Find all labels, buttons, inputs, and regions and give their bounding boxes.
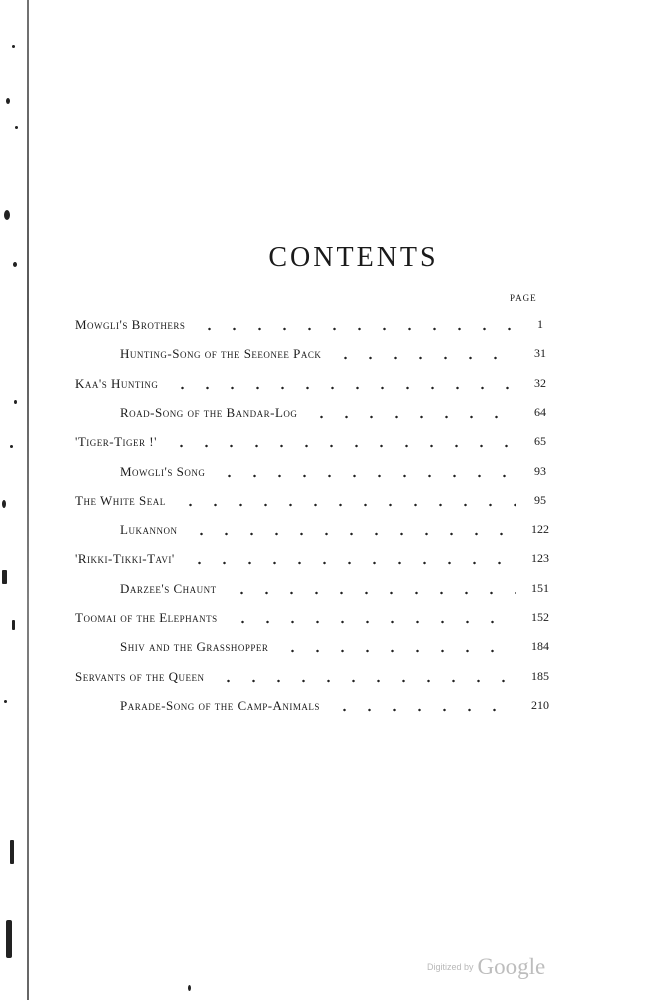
toc-entry-page-number: 95 (534, 492, 546, 507)
scan-speck (12, 45, 15, 48)
scan-speck (188, 985, 191, 991)
scan-speck (15, 126, 18, 129)
dot-leader (169, 444, 516, 448)
dot-leader (170, 386, 516, 390)
toc-entry-page-number: 64 (534, 404, 546, 419)
dot-leader (230, 620, 516, 624)
toc-entry (120, 635, 560, 657)
dot-leader (178, 503, 516, 507)
toc-entry (75, 547, 560, 569)
toc-entry-page-number: 1 (537, 317, 543, 331)
toc-entry-title: The White Seal (75, 492, 166, 508)
toc-entry-page-number: 31 (534, 346, 546, 361)
scan-speck (10, 445, 13, 448)
toc-entry-title: Shiv and the Grasshopper (120, 639, 269, 655)
toc-entry (120, 460, 560, 482)
dot-leader (333, 356, 516, 360)
dot-leader (187, 561, 516, 565)
toc-entry-page-number: 93 (534, 463, 546, 478)
toc-entry-page-number: 210 (531, 697, 549, 712)
toc-entry-page-number: 32 (534, 375, 546, 390)
toc-entry-title: Darzee's Chaunt (120, 580, 217, 596)
google-logo: Google (477, 954, 546, 979)
dot-leader (229, 591, 516, 595)
toc-entry-title: Mowgli's Brothers (75, 317, 186, 332)
toc-entry (75, 606, 560, 628)
toc-entry-page-number: 65 (534, 434, 546, 449)
scan-speck (4, 210, 10, 220)
digitized-by-text: Digitized by (427, 962, 474, 972)
scan-speck (14, 400, 17, 404)
dot-leader (216, 679, 516, 683)
toc-entry (120, 342, 560, 364)
dot-leader (309, 415, 516, 419)
toc-entry-title: Road-Song of the Bandar-Log (120, 404, 298, 420)
page-column-label: PAGE (510, 293, 537, 303)
scan-speck (2, 570, 7, 584)
toc-entry (75, 665, 560, 687)
scan-speck (10, 840, 14, 864)
toc-entry-title: 'Rikki-Tikki-Tavi' (75, 551, 175, 567)
binding-edge (27, 0, 29, 1000)
toc-entry (75, 313, 560, 335)
toc-entry-title: 'Tiger-Tiger !' (75, 434, 157, 450)
toc-entry (120, 694, 560, 716)
toc-entry-page-number: 184 (531, 639, 549, 654)
scan-speck (4, 700, 7, 703)
dot-leader (189, 532, 516, 536)
toc-entry (120, 577, 560, 599)
toc-entry-title: Hunting-Song of the Seeonee Pack (120, 346, 322, 362)
toc-entry-page-number: 152 (531, 610, 549, 624)
dot-leader (217, 474, 516, 478)
dot-leader (332, 708, 516, 712)
toc-entry-title: Kaa's Hunting (75, 375, 159, 391)
scan-speck (12, 620, 15, 630)
toc-entry-title: Mowgli's Song (120, 463, 206, 479)
toc-entry-page-number: 122 (531, 522, 549, 537)
toc-entry-title: Parade-Song of the Camp-Animals (120, 697, 320, 713)
dot-leader (280, 649, 516, 653)
dot-leader (197, 327, 516, 331)
toc-entry (75, 430, 560, 452)
toc-entry-page-number: 123 (531, 551, 549, 566)
toc-entry-page-number: 185 (531, 668, 549, 683)
toc-entry (75, 489, 560, 511)
toc-entry-title: Servants of the Queen (75, 668, 205, 684)
toc-entry-title: Lukannon (120, 522, 178, 538)
toc-entry (75, 372, 560, 394)
toc-entry-title: Toomai of the Elephants (75, 610, 218, 625)
scan-speck (6, 98, 10, 104)
toc-entry-page-number: 151 (531, 580, 549, 595)
contents-heading: CONTENTS (268, 242, 439, 273)
digitization-credit (427, 954, 545, 980)
scan-speck (2, 500, 6, 508)
scan-speck (6, 920, 12, 958)
toc-entry (120, 518, 560, 540)
toc-entry (120, 401, 560, 423)
